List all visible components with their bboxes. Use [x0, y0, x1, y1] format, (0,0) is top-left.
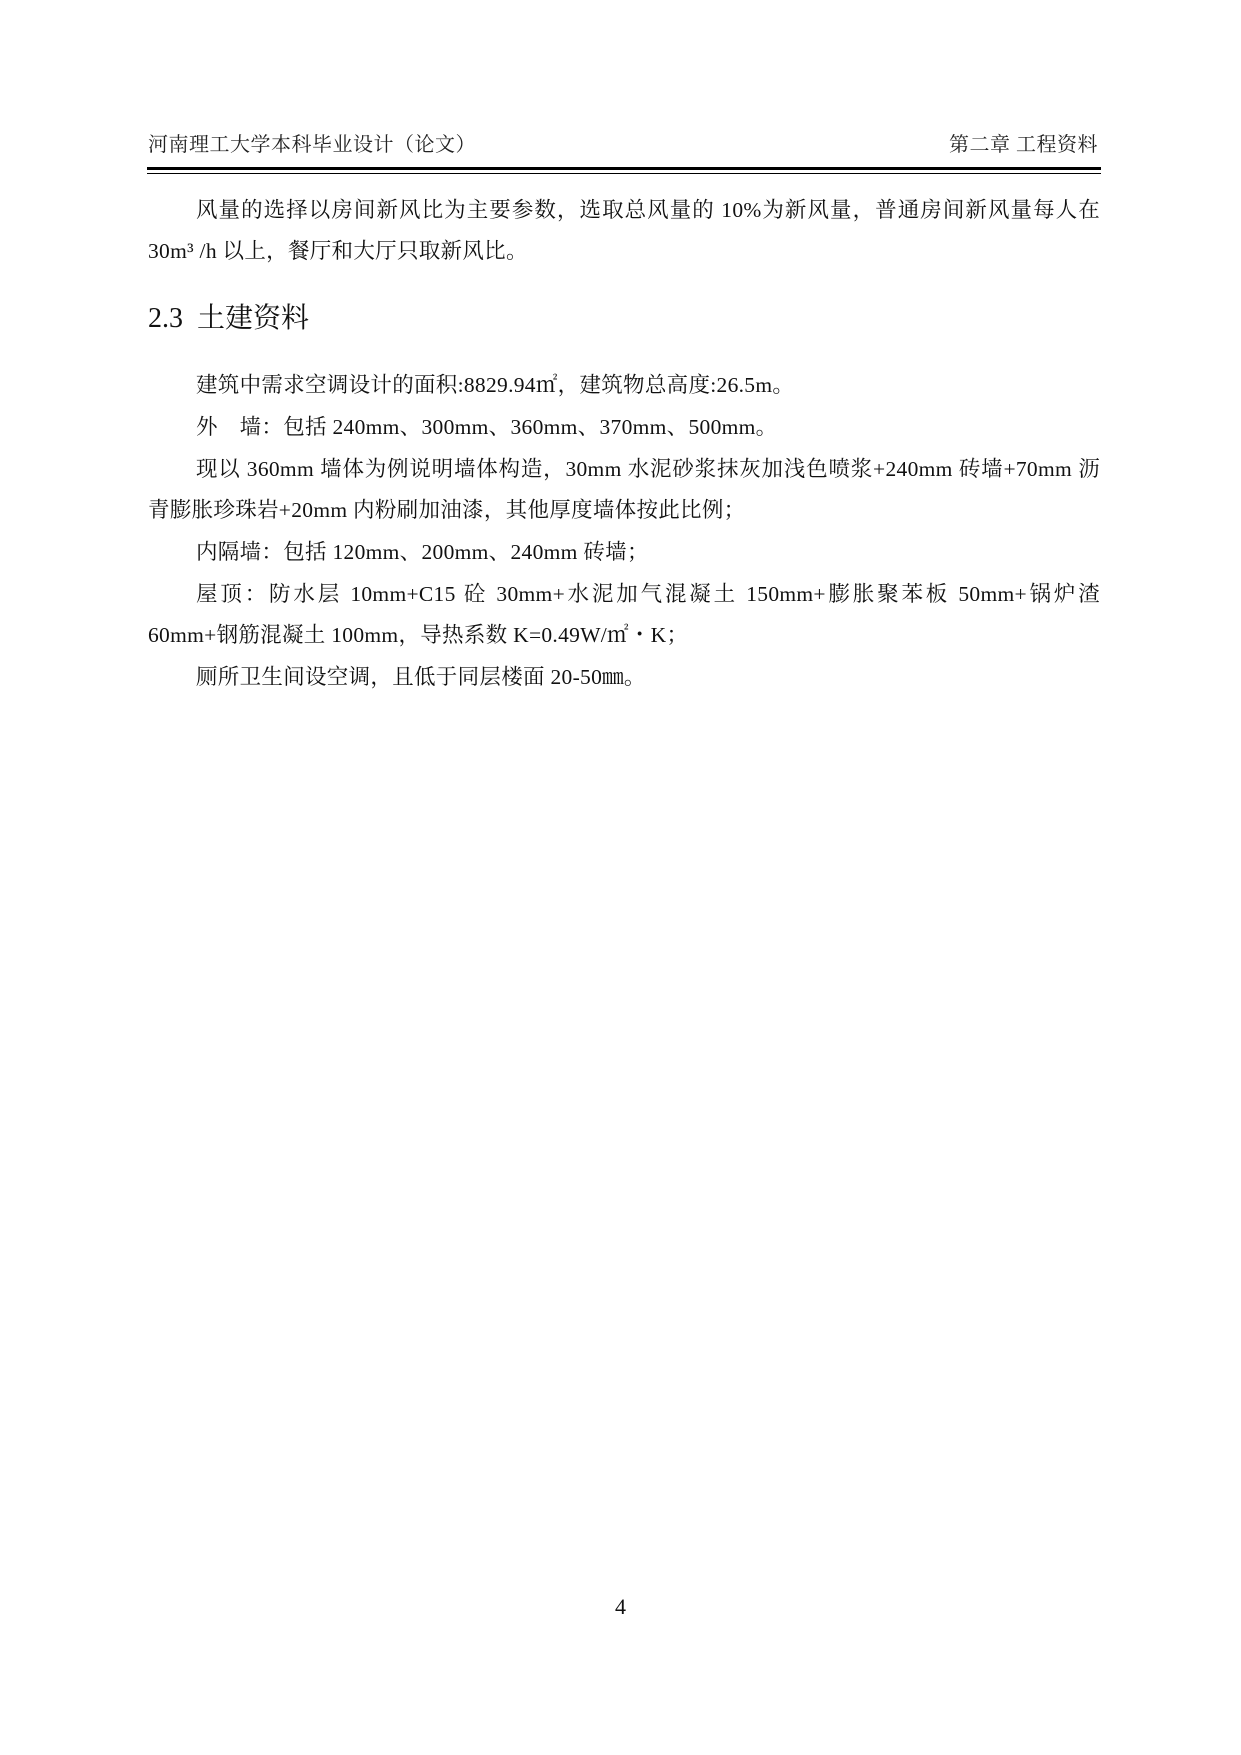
paragraph-wall-construction: 现以 360mm 墙体为例说明墙体构造，30mm 水泥砂浆抹灰加浅色喷浆+240mm 砖墙+70mm 沥青膨胀珍珠岩+20mm 内粉刷加油漆，其他厚度墙体按此比例； — [148, 457, 1100, 522]
paragraph-exterior-wall: 外 墙：包括 240mm、300mm、360mm、370mm、500mm。 — [196, 415, 778, 439]
header-rule-thin — [147, 173, 1101, 174]
page-body — [148, 190, 1100, 699]
section-title: 土建资料 — [197, 302, 310, 333]
header-chapter-title: 第二章 工程资料 — [949, 134, 1098, 156]
paragraph-area: 建筑中需求空调设计的面积:8829.94㎡，建筑物总高度:26.5m。 — [196, 373, 795, 397]
paragraph-roof: 屋顶：防水层 10mm+C15 砼 30mm+水泥加气混凝土 150mm+膨胀聚苯板 50mm+锅炉渣 60mm+钢筋混凝土 100mm，导热系数 K=0.49W/㎡・K； — [148, 582, 1100, 647]
page-header — [148, 128, 1098, 162]
paragraph-interior-wall: 内隔墙：包括 120mm、200mm、240mm 砖墙； — [196, 540, 649, 564]
section-number: 2.3 — [148, 303, 183, 334]
header-university-title: 河南理工大学本科毕业设计（论文） — [148, 134, 476, 156]
section-heading — [148, 298, 1100, 339]
paragraph-restroom: 厕所卫生间设空调，且低于同层楼面 20-50㎜。 — [196, 665, 646, 689]
intro-paragraph: 风量的选择以房间新风比为主要参数，选取总风量的 10%为新风量，普通房间新风量每人在 30m³ /h 以上，餐厅和大厅只取新风比。 — [148, 198, 1100, 263]
header-rule-thick — [147, 167, 1101, 170]
page-number: 4 — [615, 1594, 626, 1619]
